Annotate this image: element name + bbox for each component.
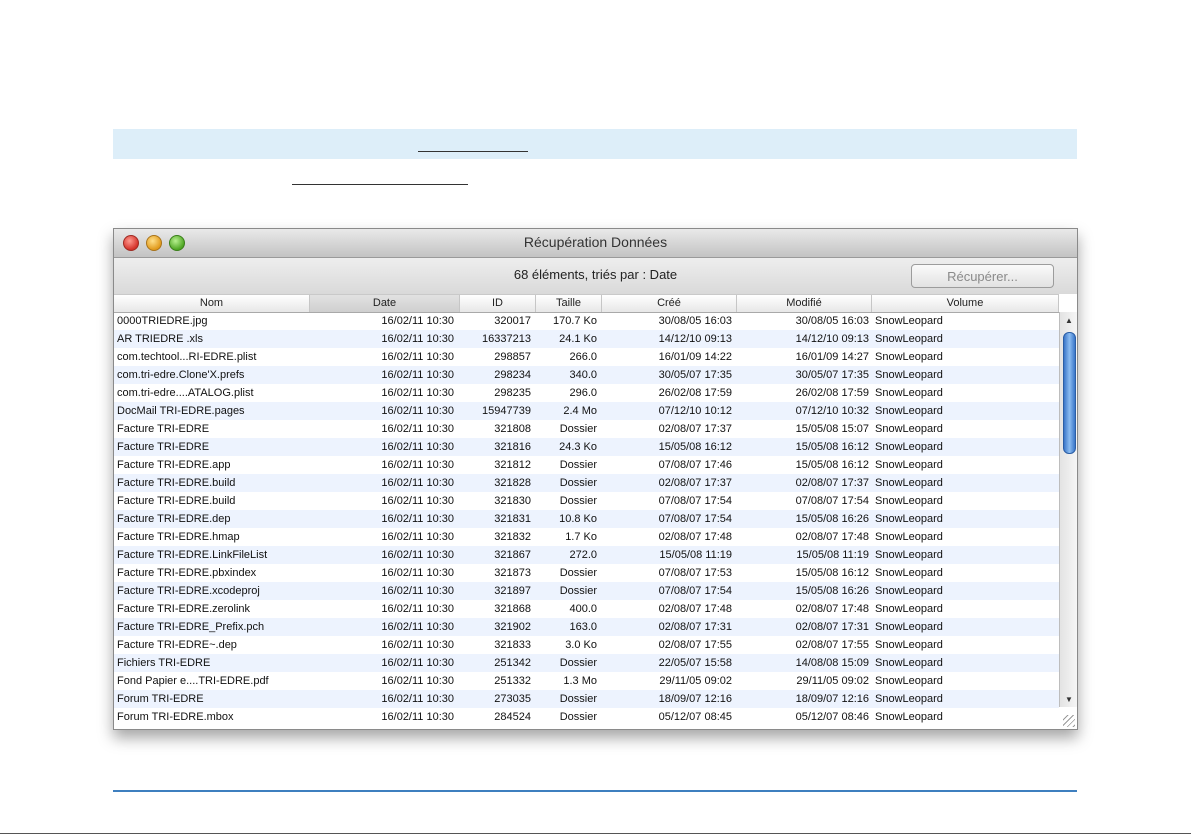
date-cell: 16/02/11 10:30 <box>381 567 454 579</box>
modified-cell: 26/02/08 17:59 <box>795 387 869 399</box>
table-row[interactable] <box>114 654 1059 672</box>
size-cell: 163.0 <box>569 621 597 633</box>
volume-cell: SnowLeopard <box>875 693 943 705</box>
name-cell: Fichiers TRI-EDRE <box>117 657 211 669</box>
date-cell: 16/02/11 10:30 <box>381 459 454 471</box>
name-cell: Facture TRI-EDRE <box>117 423 210 435</box>
id-cell: 321867 <box>494 549 531 561</box>
table-row[interactable] <box>114 420 1059 438</box>
column-header-cree[interactable]: Créé <box>602 295 737 312</box>
date-cell: 16/02/11 10:30 <box>381 495 454 507</box>
size-cell: Dossier <box>559 567 597 579</box>
table-row[interactable] <box>114 690 1059 708</box>
name-cell: Facture TRI-EDRE <box>117 441 210 453</box>
id-cell: 321830 <box>494 495 531 507</box>
id-cell: 273035 <box>494 693 531 705</box>
table-row[interactable] <box>114 402 1059 420</box>
status-text: 68 éléments, triés par : Date <box>513 267 678 282</box>
size-cell: 400.0 <box>569 603 597 615</box>
volume-cell: SnowLeopard <box>875 639 943 651</box>
id-cell: 321831 <box>494 513 531 525</box>
name-cell: com.tri-edre....ATALOG.plist <box>117 387 254 399</box>
modified-cell: 15/05/08 16:26 <box>795 585 869 597</box>
size-cell: Dossier <box>559 459 597 471</box>
column-header-nom[interactable]: Nom <box>114 295 310 312</box>
modified-cell: 15/05/08 16:26 <box>795 513 869 525</box>
date-cell: 16/02/11 10:30 <box>381 477 454 489</box>
page-bottom-divider <box>0 833 1191 834</box>
table-body <box>114 312 1059 726</box>
volume-cell: SnowLeopard <box>875 531 943 543</box>
table-row[interactable] <box>114 636 1059 654</box>
modified-cell: 07/12/10 10:32 <box>795 405 869 417</box>
size-cell: Dossier <box>559 693 597 705</box>
table-row[interactable] <box>114 492 1059 510</box>
created-cell: 02/08/07 17:37 <box>658 423 732 435</box>
id-cell: 251342 <box>494 657 531 669</box>
column-header-id[interactable]: ID <box>460 295 536 312</box>
name-cell: Facture TRI-EDRE.LinkFileList <box>117 549 268 561</box>
created-cell: 18/09/07 12:16 <box>658 693 732 705</box>
date-cell: 16/02/11 10:30 <box>381 657 454 669</box>
scroll-thumb[interactable] <box>1063 332 1076 454</box>
table-row[interactable] <box>114 384 1059 402</box>
table-row[interactable] <box>114 438 1059 456</box>
name-cell: Facture TRI-EDRE.zerolink <box>117 603 251 615</box>
date-cell: 16/02/11 10:30 <box>381 675 454 687</box>
name-cell: DocMail TRI-EDRE.pages <box>117 405 245 417</box>
table-row[interactable] <box>114 330 1059 348</box>
column-header-vol[interactable]: Volume <box>872 295 1059 312</box>
table-row[interactable] <box>114 474 1059 492</box>
name-cell: AR TRIEDRE .xls <box>117 333 203 345</box>
size-cell: 170.7 Ko <box>552 315 597 327</box>
id-cell: 321833 <box>494 639 531 651</box>
volume-cell: SnowLeopard <box>875 477 943 489</box>
size-cell: 24.1 Ko <box>559 333 597 345</box>
modified-cell: 14/08/08 15:09 <box>795 657 869 669</box>
table-row[interactable] <box>114 582 1059 600</box>
id-cell: 321808 <box>494 423 531 435</box>
created-cell: 07/08/07 17:46 <box>658 459 732 471</box>
volume-cell: SnowLeopard <box>875 441 943 453</box>
created-cell: 07/12/10 10:12 <box>658 405 732 417</box>
volume-cell: SnowLeopard <box>875 315 943 327</box>
name-cell: Fond Papier e....TRI-EDRE.pdf <box>117 675 269 687</box>
date-cell: 16/02/11 10:30 <box>381 333 454 345</box>
volume-cell: SnowLeopard <box>875 585 943 597</box>
date-cell: 16/02/11 10:30 <box>381 531 454 543</box>
volume-cell: SnowLeopard <box>875 333 943 345</box>
size-cell: Dossier <box>559 657 597 669</box>
size-cell: 1.3 Mo <box>563 675 597 687</box>
column-header-taille[interactable]: Taille <box>536 295 602 312</box>
modified-cell: 05/12/07 08:46 <box>795 711 869 723</box>
volume-cell: SnowLeopard <box>875 567 943 579</box>
modified-cell: 15/05/08 16:12 <box>795 567 869 579</box>
date-cell: 16/02/11 10:30 <box>381 423 454 435</box>
volume-cell: SnowLeopard <box>875 549 943 561</box>
window-title: Récupération Données <box>523 234 668 250</box>
date-cell: 16/02/11 10:30 <box>381 315 454 327</box>
created-cell: 07/08/07 17:54 <box>658 513 732 525</box>
header-link-underline[interactable] <box>418 151 528 152</box>
created-cell: 15/05/08 16:12 <box>658 441 732 453</box>
modified-cell: 16/01/09 14:27 <box>795 351 869 363</box>
id-cell: 298234 <box>494 369 531 381</box>
modified-cell: 15/05/08 11:19 <box>796 549 869 561</box>
created-cell: 07/08/07 17:54 <box>658 495 732 507</box>
name-cell: Facture TRI-EDRE.xcodeproj <box>117 585 260 597</box>
modified-cell: 02/08/07 17:31 <box>795 621 869 633</box>
results-table <box>114 294 1059 730</box>
id-cell: 321832 <box>494 531 531 543</box>
modified-cell: 07/08/07 17:54 <box>795 495 869 507</box>
date-cell: 16/02/11 10:30 <box>381 513 454 525</box>
volume-cell: SnowLeopard <box>875 675 943 687</box>
size-cell: Dossier <box>559 585 597 597</box>
size-cell: 272.0 <box>569 549 597 561</box>
name-cell: Facture TRI-EDRE.build <box>117 477 236 489</box>
id-cell: 320017 <box>494 315 531 327</box>
id-cell: 321902 <box>494 621 531 633</box>
column-header-date[interactable]: Date <box>310 295 460 312</box>
date-cell: 16/02/11 10:30 <box>381 549 454 561</box>
modified-cell: 30/05/07 17:35 <box>795 369 869 381</box>
id-cell: 15947739 <box>482 405 531 417</box>
size-cell: 3.0 Ko <box>565 639 597 651</box>
date-cell: 16/02/11 10:30 <box>381 387 454 399</box>
window-titlebar[interactable] <box>114 229 1077 258</box>
date-cell: 16/02/11 10:30 <box>381 369 454 381</box>
modified-cell: 02/08/07 17:37 <box>795 477 869 489</box>
volume-cell: SnowLeopard <box>875 423 943 435</box>
id-cell: 321897 <box>494 585 531 597</box>
volume-cell: SnowLeopard <box>875 405 943 417</box>
size-cell: 340.0 <box>569 369 597 381</box>
size-cell: 296.0 <box>569 387 597 399</box>
name-cell: Facture TRI-EDRE.pbxindex <box>117 567 257 579</box>
created-cell: 05/12/07 08:45 <box>658 711 732 723</box>
table-row[interactable] <box>114 528 1059 546</box>
created-cell: 29/11/05 09:02 <box>659 675 732 687</box>
table-row[interactable] <box>114 510 1059 528</box>
footer-divider <box>113 790 1077 792</box>
volume-cell: SnowLeopard <box>875 351 943 363</box>
name-cell: com.techtool...RI-EDRE.plist <box>117 351 257 363</box>
created-cell: 02/08/07 17:55 <box>658 639 732 651</box>
created-cell: 02/08/07 17:31 <box>658 621 732 633</box>
date-cell: 16/02/11 10:30 <box>381 603 454 615</box>
table-header <box>114 294 1059 313</box>
modified-cell: 15/05/08 16:12 <box>795 459 869 471</box>
size-cell: Dossier <box>559 477 597 489</box>
modified-cell: 18/09/07 12:16 <box>795 693 869 705</box>
volume-cell: SnowLeopard <box>875 387 943 399</box>
table-row[interactable] <box>114 600 1059 618</box>
modified-cell: 15/05/08 16:12 <box>795 441 869 453</box>
created-cell: 07/08/07 17:54 <box>658 585 732 597</box>
date-cell: 16/02/11 10:30 <box>381 621 454 633</box>
header-band <box>113 129 1077 159</box>
date-cell: 16/02/11 10:30 <box>381 639 454 651</box>
window-toolbar <box>114 258 1077 294</box>
created-cell: 26/02/08 17:59 <box>658 387 732 399</box>
modified-cell: 02/08/07 17:48 <box>795 531 869 543</box>
modified-cell: 02/08/07 17:48 <box>795 603 869 615</box>
id-cell: 298235 <box>494 387 531 399</box>
table-row[interactable] <box>114 348 1059 366</box>
date-cell: 16/02/11 10:30 <box>381 441 454 453</box>
id-cell: 321873 <box>494 567 531 579</box>
created-cell: 02/08/07 17:48 <box>658 603 732 615</box>
size-cell: 1.7 Ko <box>565 531 597 543</box>
size-cell: Dossier <box>559 711 597 723</box>
created-cell: 22/05/07 15:58 <box>658 657 732 669</box>
table-row[interactable] <box>114 546 1059 564</box>
id-cell: 284524 <box>494 711 531 723</box>
table-row[interactable] <box>114 366 1059 384</box>
text-link-underline[interactable] <box>292 184 468 185</box>
id-cell: 321812 <box>494 459 531 471</box>
scroll-down-icon[interactable]: ▼ <box>1065 695 1073 704</box>
created-cell: 30/08/05 16:03 <box>658 315 732 327</box>
modified-cell: 15/05/08 15:07 <box>795 423 869 435</box>
id-cell: 321816 <box>494 441 531 453</box>
modified-cell: 30/08/05 16:03 <box>795 315 869 327</box>
date-cell: 16/02/11 10:30 <box>381 693 454 705</box>
size-cell: 24.3 Ko <box>559 441 597 453</box>
date-cell: 16/02/11 10:30 <box>381 351 454 363</box>
recover-button[interactable]: Récupérer... <box>911 264 1054 288</box>
vertical-scrollbar[interactable] <box>1059 312 1078 707</box>
modified-cell: 14/12/10 09:13 <box>795 333 869 345</box>
size-cell: 266.0 <box>569 351 597 363</box>
name-cell: Facture TRI-EDRE~.dep <box>117 639 237 651</box>
volume-cell: SnowLeopard <box>875 657 943 669</box>
volume-cell: SnowLeopard <box>875 513 943 525</box>
name-cell: Facture TRI-EDRE.build <box>117 495 236 507</box>
created-cell: 07/08/07 17:53 <box>658 567 732 579</box>
created-cell: 16/01/09 14:22 <box>658 351 732 363</box>
name-cell: Facture TRI-EDRE.hmap <box>117 531 240 543</box>
created-cell: 02/08/07 17:48 <box>658 531 732 543</box>
created-cell: 30/05/07 17:35 <box>658 369 732 381</box>
name-cell: Facture TRI-EDRE_Prefix.pch <box>117 621 265 633</box>
id-cell: 251332 <box>494 675 531 687</box>
id-cell: 321828 <box>494 477 531 489</box>
resize-grip-icon[interactable] <box>1063 715 1075 727</box>
table-row[interactable] <box>114 618 1059 636</box>
volume-cell: SnowLeopard <box>875 459 943 471</box>
size-cell: Dossier <box>559 423 597 435</box>
created-cell: 02/08/07 17:37 <box>658 477 732 489</box>
created-cell: 14/12/10 09:13 <box>658 333 732 345</box>
volume-cell: SnowLeopard <box>875 495 943 507</box>
created-cell: 15/05/08 11:19 <box>659 549 732 561</box>
volume-cell: SnowLeopard <box>875 621 943 633</box>
name-cell: Facture TRI-EDRE.app <box>117 459 231 471</box>
date-cell: 16/02/11 10:30 <box>381 405 454 417</box>
scroll-up-icon[interactable]: ▲ <box>1065 316 1073 325</box>
name-cell: Forum TRI-EDRE.mbox <box>117 711 234 723</box>
name-cell: Facture TRI-EDRE.dep <box>117 513 231 525</box>
date-cell: 16/02/11 10:30 <box>381 711 454 723</box>
id-cell: 16337213 <box>482 333 531 345</box>
table-row[interactable] <box>114 564 1059 582</box>
name-cell: Forum TRI-EDRE <box>117 693 204 705</box>
name-cell: com.tri-edre.Clone'X.prefs <box>117 369 245 381</box>
recovery-window <box>113 228 1078 730</box>
name-cell: 0000TRIEDRE.jpg <box>117 315 208 327</box>
date-cell: 16/02/11 10:30 <box>381 585 454 597</box>
modified-cell: 02/08/07 17:55 <box>795 639 869 651</box>
table-row[interactable] <box>114 312 1059 330</box>
table-row[interactable] <box>114 456 1059 474</box>
table-row[interactable] <box>114 708 1059 726</box>
size-cell: Dossier <box>559 495 597 507</box>
id-cell: 321868 <box>494 603 531 615</box>
id-cell: 298857 <box>494 351 531 363</box>
table-row[interactable] <box>114 672 1059 690</box>
modified-cell: 29/11/05 09:02 <box>796 675 869 687</box>
volume-cell: SnowLeopard <box>875 603 943 615</box>
volume-cell: SnowLeopard <box>875 711 943 723</box>
column-header-modif[interactable]: Modifié <box>737 295 872 312</box>
size-cell: 2.4 Mo <box>563 405 597 417</box>
volume-cell: SnowLeopard <box>875 369 943 381</box>
size-cell: 10.8 Ko <box>559 513 597 525</box>
